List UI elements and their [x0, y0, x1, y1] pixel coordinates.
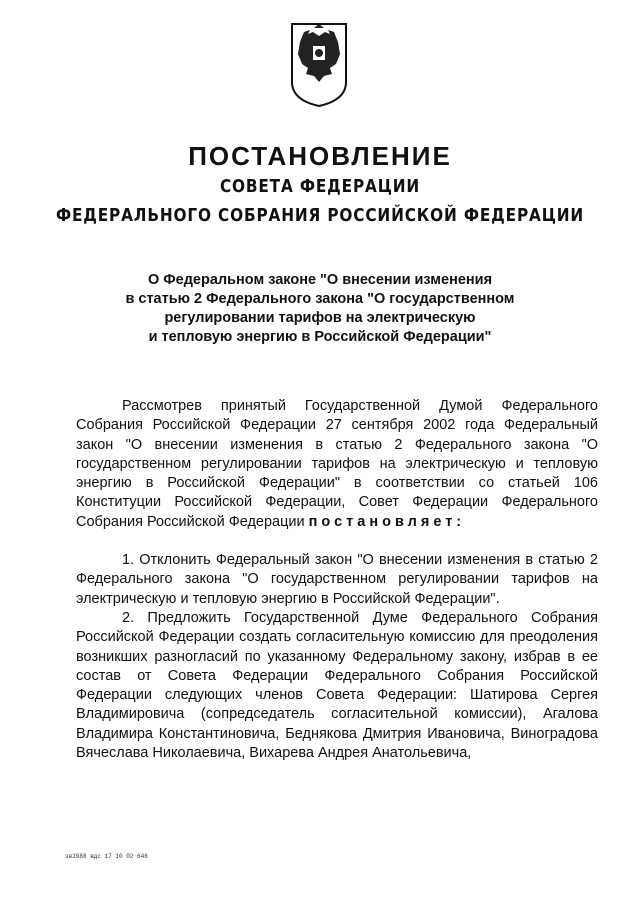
subject-line: О Федеральном законе "О внесении изменения	[147, 272, 493, 288]
subject-line: в статью 2 Федерального закона "О государственном	[125, 291, 515, 307]
document-subtitle-line1: СОВЕТА ФЕДЕРАЦИИ	[219, 176, 421, 197]
document-title: ПОСТАНОВЛЕНИЕ	[188, 141, 452, 171]
decree-word: постановляет:	[308, 513, 466, 530]
coat-of-arms-emblem	[286, 20, 352, 108]
document-body	[76, 397, 598, 763]
item-1-paragraph: 1. Отклонить Федеральный закон "О внесении изменения в статью 2 Федерального закона "О государственном регулировании тарифов на электрическую и тепловую энергию в Российской Федерации".	[76, 552, 598, 607]
subject-line: регулировании тарифов на электрическую	[164, 310, 476, 326]
document-subtitle-line2: ФЕДЕРАЛЬНОГО СОБРАНИЯ РОССИЙСКОЙ ФЕДЕРАЦИИ	[55, 205, 585, 226]
document-subject	[60, 271, 580, 347]
subject-line: и тепловую энергию в Российской Федерации"	[148, 329, 492, 345]
preamble-text: Рассмотрев принятый Государственной Думой Федерального Собрания Российской Федерации 27 сентября 2002 года Федеральный закон "О внесении изменения в статью 2 Федерального закона "О государственном регулировании тарифов на электрическую и тепловую энергию в Российской Федерации" в соответствии со статьей 106 Конституции Российской Федерации, Совет Федерации Федерального Собрания Российской Федерации	[76, 398, 598, 530]
preamble-paragraph	[76, 397, 598, 532]
item-2-paragraph: 2. Предложить Государственной Думе Федерального Собрания Российской Федерации создать согласительную комиссию для преодоления возникших разногласий по указанному Федеральному закону, избрав в ее состав от Совета Федерации Федерального Собрания Российской Федерации следующих членов Совета Федерации: Шатирова Сергея Владимировича (сопредседатель согласительной комиссии), Агалова Владимира Константиновича, Беднякова Дмитрия Ивановича, Виноградова Вячеслава Николаевича, Вихарева Андрея Анатольевича,	[76, 609, 598, 762]
footer-code: зв1988 вдс 17 10 02 646	[65, 853, 148, 860]
